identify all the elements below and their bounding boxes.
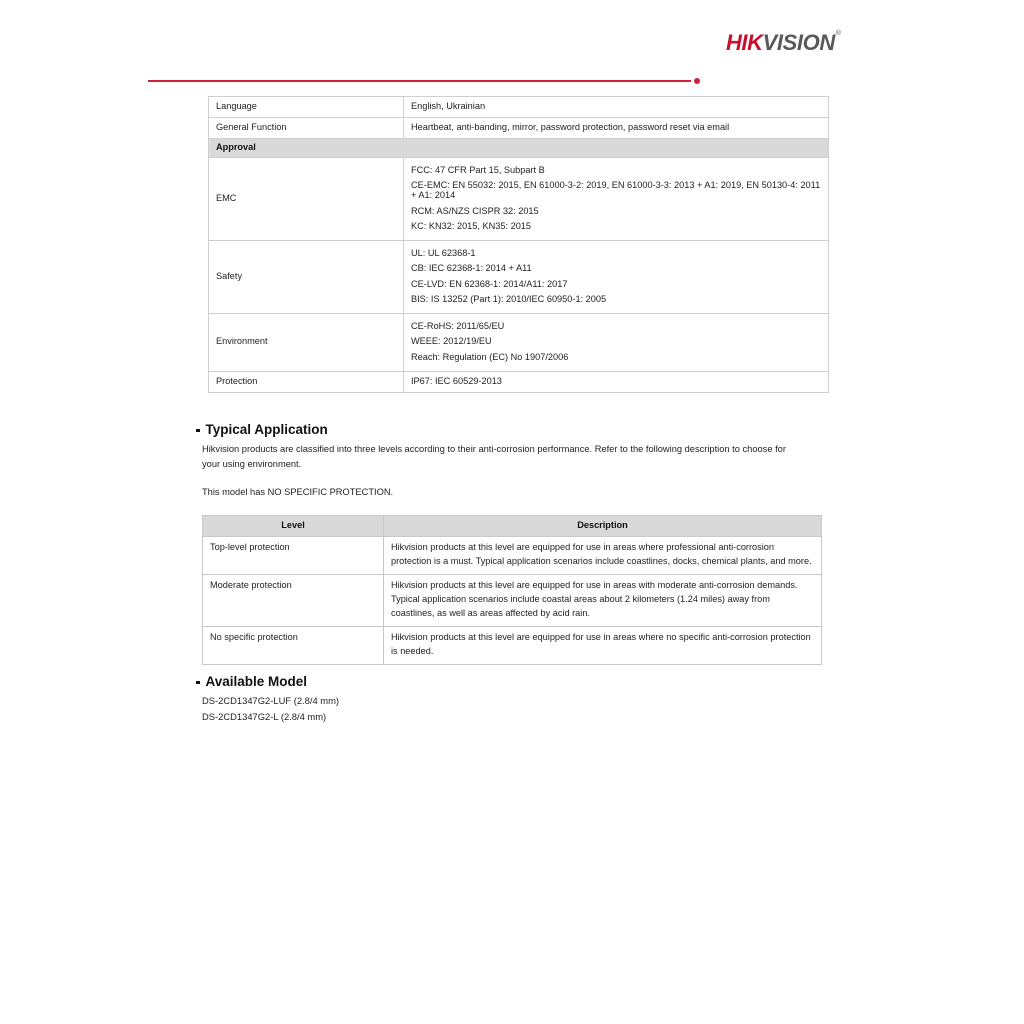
spec-value-group [404, 314, 829, 372]
spec-value-line: CE-RoHS: 2011/65/EU [411, 320, 505, 331]
spec-label: Protection [209, 371, 404, 392]
level-name: No specific protection [203, 626, 384, 664]
protection-level-table [202, 515, 822, 665]
table-row [203, 536, 822, 574]
list-item: DS-2CD1347G2-LUF (2.8/4 mm) [202, 695, 340, 706]
logo-hik-text: HIK [725, 30, 763, 55]
spec-value-line: KC: KN32: 2015, KN35: 2015 [411, 221, 532, 232]
level-description: Hikvision products at this level are equipped for use in areas with moderate anti-corrosion demands. Typical application scenarios include coastal areas about 2 kilometers (1.24 miles) away from coastlines, as well as areas affected by acid rain. [384, 574, 822, 626]
table-row [209, 97, 829, 118]
table-header-row [203, 516, 822, 537]
spec-label: Environment [209, 314, 404, 372]
spec-section-label: Approval [209, 138, 829, 157]
square-bullet-icon [196, 681, 200, 685]
table-row [209, 117, 829, 138]
spec-value-group [404, 240, 829, 313]
spec-value-line: BIS: IS 13252 (Part 1): 2010/IEC 60950-1: 2005 [411, 294, 607, 305]
level-description: Hikvision products at this level are equipped for use in areas where no specific anti-corrosion protection is needed. [384, 626, 822, 664]
table-row [209, 314, 829, 372]
specification-table [208, 96, 829, 393]
spec-value-line: CE-LVD: EN 62368-1: 2014/A11: 2017 [411, 278, 568, 289]
level-description: Hikvision products at this level are equipped for use in areas where professional anti-corrosion protection is a must. Typical application scenarios include coastlines, docks, chemical plants, and more. [384, 536, 822, 574]
spec-label: EMC [209, 157, 404, 240]
available-model-list [202, 693, 339, 725]
spec-value-line: Reach: Regulation (EC) No 1907/2006 [411, 351, 569, 362]
spec-value-group [404, 157, 829, 240]
table-section-row [209, 138, 829, 157]
list-item: DS-2CD1347G2-L (2.8/4 mm) [202, 711, 327, 723]
logo-wordmark [726, 32, 835, 54]
spec-table-body [209, 97, 829, 393]
spec-label: Safety [209, 240, 404, 313]
available-model-heading [196, 674, 307, 689]
heading-label: Typical Application [205, 422, 328, 437]
table-row [209, 157, 829, 240]
logo-vision-text: VISION [762, 30, 835, 55]
spec-value-line: CB: IEC 62368-1: 2014 + A11 [411, 263, 532, 274]
divider-line [148, 80, 691, 82]
square-bullet-icon [196, 429, 200, 433]
table-row [203, 574, 822, 626]
typical-application-note: This model has NO SPECIFIC PROTECTION. [202, 487, 394, 497]
spec-value-line: FCC: 47 CFR Part 15, Subpart B [411, 164, 545, 175]
header-divider [148, 78, 704, 85]
table-row [209, 371, 829, 392]
registered-trademark-icon: ® [835, 30, 841, 37]
spec-value: English, Ukrainian [404, 97, 829, 118]
level-name: Top-level protection [203, 536, 384, 574]
spec-value-line: UL: UL 62368-1 [411, 247, 476, 258]
level-table-head [203, 516, 822, 537]
spec-label: Language [209, 97, 404, 118]
typical-application-intro: Hikvision products are classified into three levels according to their anti-corrosion performance. Refer to the following description to choose for your using environment. [202, 444, 786, 470]
spec-value: Heartbeat, anti-banding, mirror, password protection, password reset via email [404, 117, 829, 138]
level-name: Moderate protection [203, 574, 384, 626]
spec-value-line: CE-EMC: EN 55032: 2015, EN 61000-3-2: 2019, EN 61000-3-3: 2013 + A1: 2019, EN 50130-4: 2011 + A1: 2014 [411, 180, 821, 201]
table-row [203, 626, 822, 664]
heading-label: Available Model [205, 674, 308, 689]
column-header-level: Level [203, 516, 384, 537]
spec-label: General Function [209, 117, 404, 138]
divider-dot-icon [694, 78, 700, 84]
spec-value: IP67: IEC 60529-2013 [404, 371, 829, 392]
level-table-body [203, 536, 822, 664]
typical-application-heading [196, 422, 328, 437]
column-header-description: Description [384, 516, 822, 537]
spec-value-line: WEEE: 2012/19/EU [411, 336, 492, 347]
hikvision-logo [726, 32, 840, 54]
spec-value-line: RCM: AS/NZS CISPR 32: 2015 [411, 205, 539, 216]
table-row [209, 240, 829, 313]
